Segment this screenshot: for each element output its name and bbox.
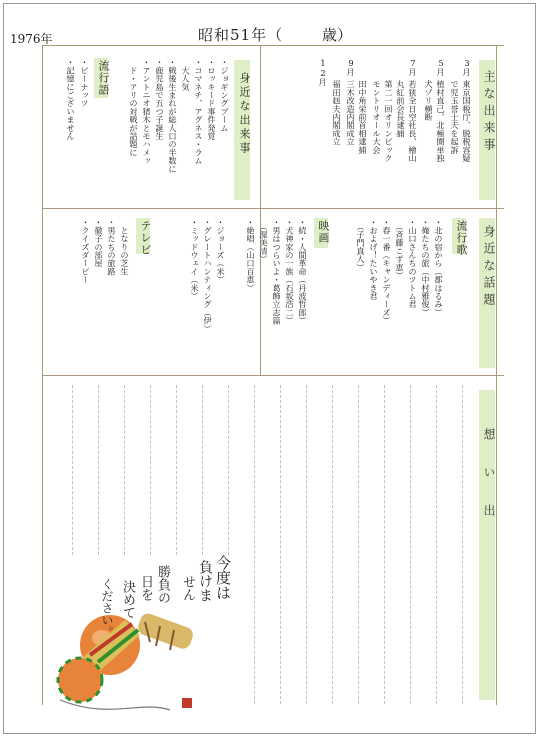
memories-heading: 想い出 [482,428,496,542]
nearby-event-item: ・コマネチ、アグネス・ラム [194,58,204,165]
calligraphy-line: 負けま [197,560,213,602]
song-item: （子門真人） [356,218,366,272]
main-events-month: 9月 [346,58,356,77]
song-item: ・山口さんちのツトム君 [408,218,418,309]
tv-item: ・徹子の部屋 [94,218,104,268]
song-item: ・俺たちの旅（中村雅俊） [421,218,431,317]
calligraphy-line: せん [180,575,195,601]
tv-item: ・男たちの旅路 [107,218,117,276]
main-events-month: 12月 [318,58,328,87]
tv-item: ・グレートハンティング（伊） [203,218,213,333]
nearby-event-item: ・ロッキード事件発覚 [207,58,217,140]
left-border-line [42,45,43,705]
year-label: 1976年 [10,32,53,46]
main-events-line: 三木改造内閣成立 [346,80,356,146]
main-events-line: 福田赳夫内閣成立 [332,80,342,146]
calligraphy-line: ください。 [100,578,114,638]
movie-item: （渥美清） [259,218,269,264]
calligraphy-line: 今度は [214,555,232,600]
calligraphy-line: 勝負の [155,565,170,604]
movie-item: ・続・人間革命（丹波哲郎） [298,218,308,325]
age-label: 歳） [322,26,353,44]
nearby-event-item: ・鹿児島で五つ子誕生 [155,58,165,140]
main-events-line: 犬ゾリ横断 [424,80,434,121]
words-heading: 流行語 [97,60,110,96]
tv-item: ・ミッドウェイ（米） [190,218,200,300]
nearby-events-heading: 身近な出来事 [238,72,251,156]
word-item: ・ピーナッツ [80,58,90,108]
tv-heading: テレビ [139,220,152,256]
calligraphy-line: 日を [138,575,153,601]
nearby-event-item: ド・アリの対戦が話題に [129,58,139,157]
word-item: ・記憶にございません [66,58,76,140]
main-events-line: 東京国税庁、脱税容疑 [462,80,472,162]
topics-heading: 身近な話題 [482,225,496,310]
main-events-month: 3月 [462,58,472,77]
nearby-event-item: 大人気 [181,58,191,91]
song-item: （斉藤こず恵） [395,218,405,280]
mid-border-line [42,208,504,209]
movie-item: ・絶唱（山口百恵） [246,218,256,292]
calligraphy-line: 決めて [120,580,135,619]
tv-item: となりの芝生 [120,218,130,276]
tv-item: ・ジョーズ（米） [216,218,226,284]
song-item: ・春一番（キャンディーズ） [382,218,392,325]
song-item: ・北の宿から（都はるみ） [434,218,444,317]
main-events-line: 若狭全日空社長、檜山 [408,80,418,162]
nearby-event-item: ・ジョギングブーム [220,58,230,132]
middle-divider-line [260,45,261,375]
main-events-month: 7月 [408,58,418,77]
movies-heading: 映画 [317,220,330,244]
main-events-line: モントリオール大会 [372,80,382,154]
main-events-line: 植村直己、北極圏単独 [436,80,446,162]
lower-border-line [42,375,504,376]
songs-heading: 流行歌 [455,220,468,256]
main-events-line: 第二一回オリンピック [384,80,394,162]
nearby-event-item: ・戦後生まれが総人口の半数に [168,58,178,173]
top-border-line [42,45,504,46]
movie-item: ・犬神家の一族（石坂浩二） [285,218,295,325]
main-events-month: 5月 [436,58,446,77]
main-events-line: で児玉誉士夫を起訴 [450,80,460,154]
movie-item: ・男はつらいよ・葛飾立志篇 [272,218,282,325]
main-events-line: 田中角栄前首相逮捕 [358,80,368,154]
main-events-line: 丸紅前会長逮捕 [396,80,406,138]
song-item: ・およげ！たいやき君 [369,218,379,300]
main-events-heading: 主な出来事 [482,70,496,155]
tv-item: ・クイズダービー [81,218,91,284]
era-title: 昭和51年（ [198,26,284,44]
nearby-event-item: ・アントニオ猪木とモハメッ [142,58,152,165]
